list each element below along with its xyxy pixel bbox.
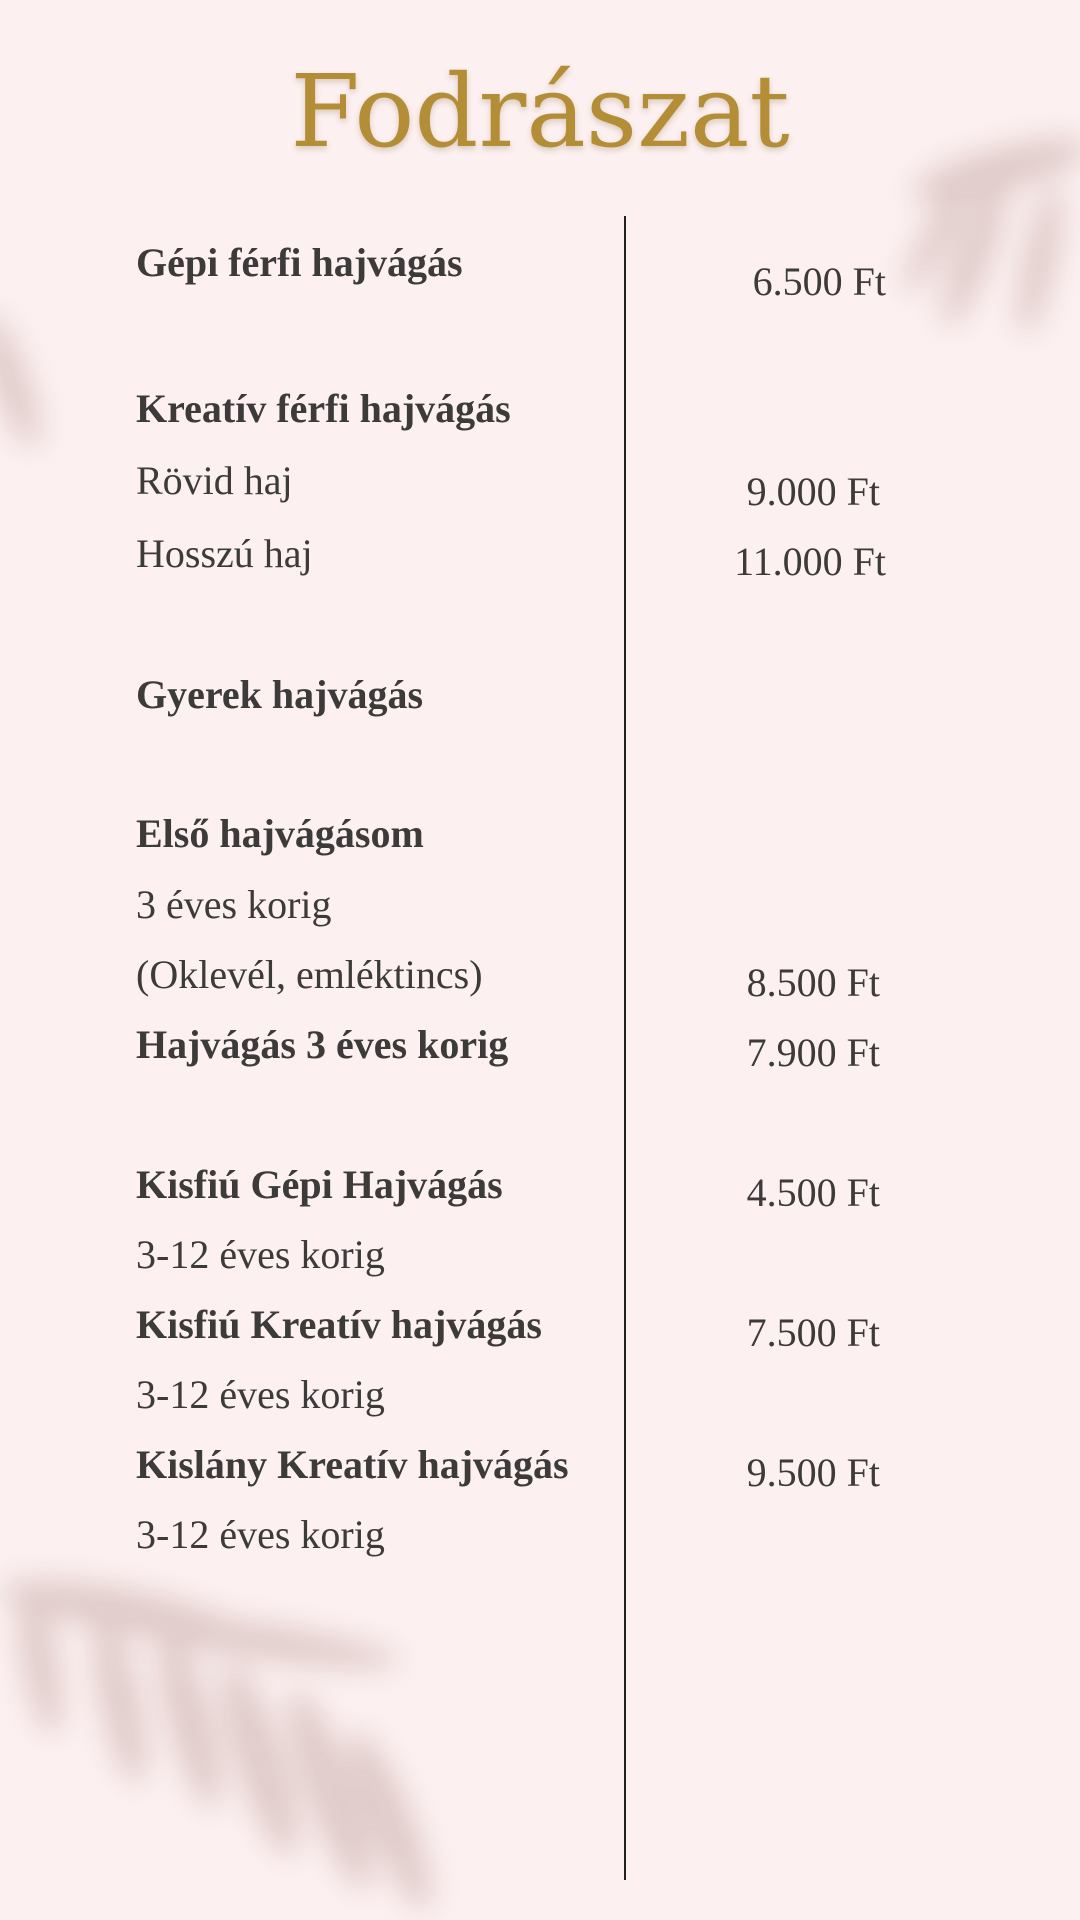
price-kislany-kreativ: 9.500 Ft bbox=[746, 1450, 880, 1495]
price-rovid-haj: 9.000 Ft bbox=[746, 469, 880, 514]
service-detail-age-kisfiu-gepi: 3-12 éves korig bbox=[136, 1232, 385, 1277]
service-name-kreativ-ferfi: Kreatív férfi hajvágás bbox=[136, 386, 511, 431]
service-detail-age-kislany-kreativ: 3-12 éves korig bbox=[136, 1512, 385, 1557]
service-detail-oklevel: (Oklevél, emléktincs) bbox=[136, 952, 483, 997]
service-name-kisfiu-kreativ: Kisfiú Kreatív hajvágás bbox=[136, 1302, 542, 1347]
service-detail-hosszu-haj: Hosszú haj bbox=[136, 531, 313, 576]
service-detail-rovid-haj: Rövid haj bbox=[136, 458, 293, 503]
service-name-kislany-kreativ: Kislány Kreatív hajvágás bbox=[136, 1442, 569, 1487]
price-elso-hajvagasom: 8.500 Ft bbox=[746, 960, 880, 1005]
service-name-elso-hajvagasom: Első hajvágásom bbox=[136, 811, 424, 856]
service-name-gyerek: Gyerek hajvágás bbox=[136, 672, 424, 717]
price-kisfiu-kreativ: 7.500 Ft bbox=[746, 1310, 880, 1355]
page-title: Fodrászat bbox=[290, 53, 790, 170]
service-detail-age-kisfiu-kreativ: 3-12 éves korig bbox=[136, 1372, 385, 1417]
service-name-gepi-ferfi: Gépi férfi hajvágás bbox=[136, 240, 463, 285]
price-hosszu-haj: 11.000 Ft bbox=[734, 539, 886, 584]
price-hajvagas-3-eves: 7.900 Ft bbox=[746, 1030, 880, 1075]
price-kisfiu-gepi: 4.500 Ft bbox=[746, 1170, 880, 1215]
service-name-kisfiu-gepi: Kisfiú Gépi Hajvágás bbox=[136, 1162, 503, 1207]
service-detail-3-eves-korig: 3 éves korig bbox=[136, 882, 332, 927]
service-name-hajvagas-3-eves: Hajvágás 3 éves korig bbox=[136, 1022, 509, 1067]
price-gepi-ferfi: 6.500 Ft bbox=[752, 259, 886, 304]
